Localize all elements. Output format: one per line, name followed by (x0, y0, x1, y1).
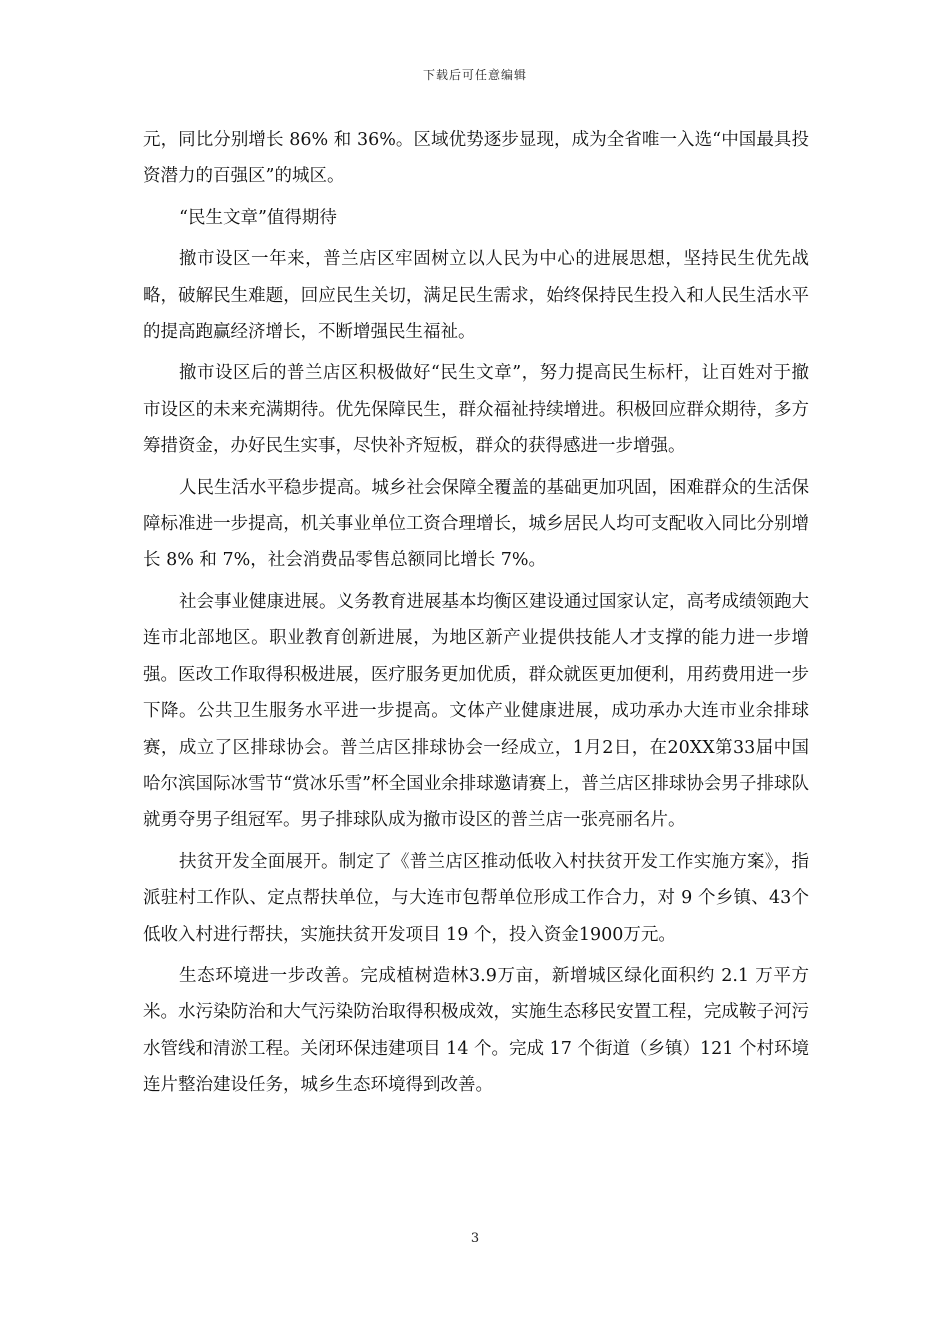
page-number: 3 (470, 1231, 480, 1246)
paragraph-continuation: 元，同比分别增长 86% 和 36%。区域优势逐步显现，成为全省唯一入选“中国最具投资潜力的百强区”的城区。 (143, 130, 809, 187)
header-note: 下载后可任意编辑 (422, 68, 527, 82)
paragraph: 人民生活水平稳步提高。城乡社会保障全覆盖的基础更加巩固，困难群众的生活保障标准进一步提高，机关事业单位工资合理增长，城乡居民人均可支配收入同比分别增长 8% 和 7%，社会消费品零售总额同比增长 7%。 (143, 477, 809, 571)
paragraph: 生态环境进一步改善。完成植树造林3.9万亩，新增城区绿化面积约 2.1 万平方米。水污染防治和大气污染防治取得积极成效，实施生态移民安置工程，完成鞍子河污水管线和清淤工程。关闭环保违建项目 14 个。完成 17 个街道（乡镇）121 个村环境连片整治建设任务，城乡生态环境得到改善。 (143, 965, 809, 1096)
paragraph: 社会事业健康进展。义务教育进展基本均衡区建设通过国家认定，高考成绩领跑大连市北部地区。职业教育创新进展，为地区新产业提供技能人才支撑的能力进一步增强。医改工作取得积极进展，医疗服务更加优质，群众就医更加便利，用药费用进一步下降。公共卫生服务水平进一步提高。文体产业健康进展，成功承办大连市业余排球赛，成立了区排球协会。普兰店区排球协会一经成立，1月2日，在20XX第33届中国哈尔滨国际冰雪节“赏冰乐雪”杯全国业余排球邀请赛上，普兰店区排球协会男子排球队就勇夺男子组冠军。男子排球队成为撤市设区的普兰店一张亮丽名片。 (143, 591, 809, 831)
paragraph: 扶贫开发全面展开。制定了《普兰店区推动低收入村扶贫开发工作实施方案》，指派驻村工作队、定点帮扶单位，与大连市包帮单位形成工作合力，对 9 个乡镇、43个低收入村进行帮扶，实施扶贫开发项目 19 个，投入资金1900万元。 (143, 851, 809, 945)
section-heading: “民生文章”值得期待 (179, 207, 337, 228)
paragraph: 撤市设区一年来，普兰店区牢固树立以人民为中心的进展思想，坚持民生优先战略，破解民生难题，回应民生关切，满足民生需求，始终保持民生投入和人民生活水平的提高跑赢经济增长，不断增强民生福祉。 (143, 249, 809, 343)
paragraph: 撤市设区后的普兰店区积极做好“民生文章”，努力提高民生标杆，让百姓对于撤市设区的未来充满期待。优先保障民生，群众福祉持续增进。积极回应群众期待，多方筹措资金，办好民生实事，尽快补齐短板，群众的获得感进一步增强。 (143, 363, 809, 457)
document-body (143, 122, 809, 1109)
